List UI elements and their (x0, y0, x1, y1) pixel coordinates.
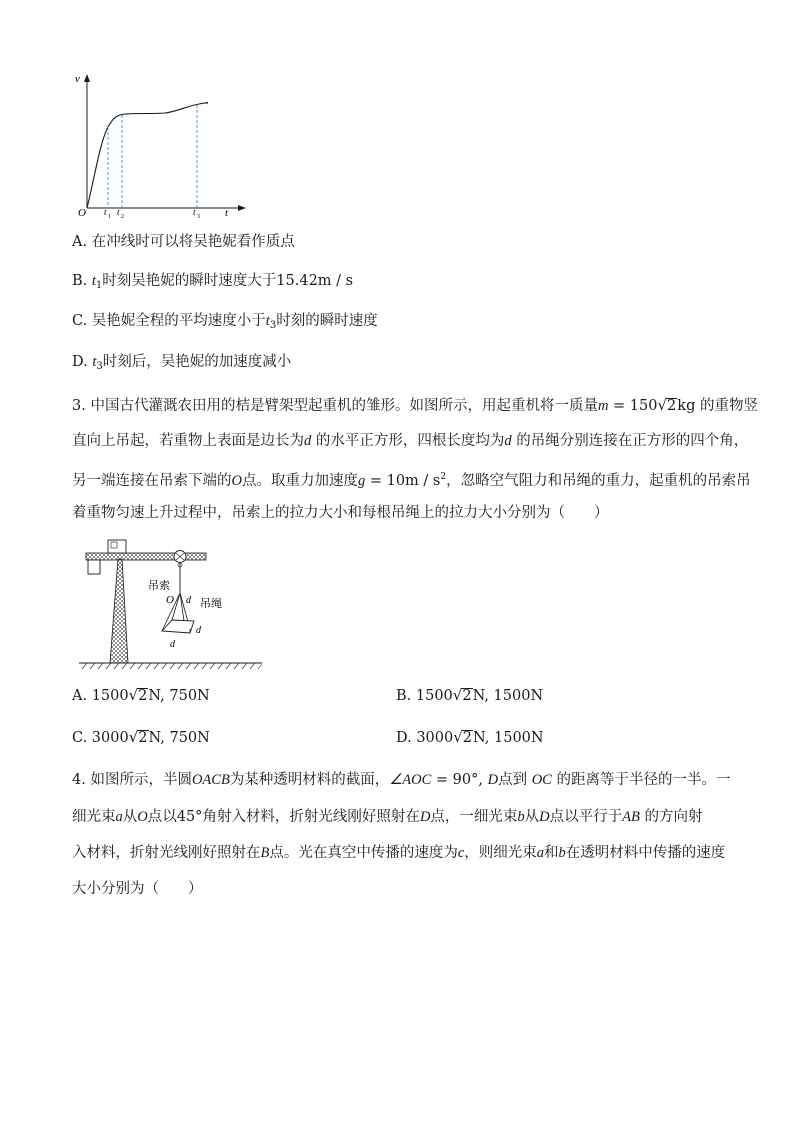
q3-l4: 着重物匀速上升过程中，吊索上的拉力大小和每根吊绳上的拉力大小分别为（ ） (72, 505, 609, 521)
sqrt-sign: √ (453, 728, 463, 746)
q4-l2-g: 的方向射 (639, 809, 703, 825)
q3-option-d-tail: N, 1500N (473, 730, 544, 746)
q4-l1-D: D (487, 772, 499, 788)
q3-option-d-root: 2 (462, 730, 473, 746)
q4-l2-D: D (419, 809, 431, 825)
sqrt-sign: √ (128, 686, 139, 704)
q2-option-a (72, 232, 295, 252)
q2-option-c (72, 311, 378, 336)
q3-l3-O: O (231, 473, 242, 489)
q3-l2-b: 的水平正方形，四根长度均为 (311, 433, 505, 449)
velocity-time-graph (70, 70, 250, 222)
q4-l1-eq: = 90°, (431, 772, 488, 788)
q3-l1-text: 3. 中国古代灌溉农田用的桔是臂架型起重机的雏形。如图所示，用起重机将一质量 (72, 398, 598, 414)
q2-option-d-sub: 3 (96, 361, 103, 372)
q3-l3-g: g (357, 473, 366, 489)
q3-l3-val: = 10m / s (365, 473, 441, 489)
q2-option-c-suffix: 时刻的瞬时速度 (276, 313, 378, 329)
q2-option-b-prefix: B. (72, 273, 92, 289)
q4-l2-c: 点以45°角射入材料，折射光线刚好照射在 (147, 809, 420, 825)
rope-label: 吊绳 (200, 598, 222, 610)
point-o-label: O (166, 594, 174, 606)
q2-option-d (72, 352, 291, 377)
q3-option-c (72, 727, 210, 748)
q3-mass-symbol: m (597, 398, 609, 414)
q3-option-a-num: 1500 (91, 688, 129, 704)
tick-t1-sub: 1 (108, 214, 111, 220)
q3-stem-line-1 (72, 395, 758, 416)
q3-option-d-num: 3000 (416, 730, 454, 746)
q3-l1-tail: 的重物竖 (695, 398, 758, 414)
q4-l1-c: 点到 (498, 772, 532, 788)
tick-t3-sub: 3 (197, 214, 200, 220)
q4-l2-O: O (137, 809, 148, 825)
q4-l3-a: 入材料，折射光线刚好照射在 (72, 845, 261, 861)
q3-option-c-label: C. (72, 730, 92, 746)
q3-option-d (396, 727, 544, 748)
cable-label: 吊索 (148, 580, 170, 592)
q3-l2-d2: d (504, 433, 512, 449)
tick-t3: t (193, 207, 196, 217)
q4-l3-d: ，则细光束 (464, 845, 537, 861)
q4-l1-d: 的距离等于半径的一半。一 (551, 772, 731, 788)
q3-mass-unit: kg (677, 398, 696, 414)
q3-l2-c: 的吊绳分别连接在正方形的四个角， (511, 433, 749, 449)
q3-l3-sup: 2 (440, 472, 447, 482)
q3-option-c-num: 3000 (91, 730, 129, 746)
q3-stem-line-4 (72, 503, 609, 523)
q4-l3-f: 在透明材料中传播的速度 (565, 845, 726, 861)
side-d-label-2: d (196, 625, 201, 636)
q3-option-c-root: 2 (138, 730, 148, 746)
sqrt-sign: √ (452, 686, 463, 704)
q3-stem-line-2 (72, 431, 748, 451)
q4-l2-a: 细光束 (72, 809, 116, 825)
q4-l1-angle: ∠AOC (389, 772, 432, 788)
q4-l1-a: 4. 如图所示，半圆 (72, 772, 192, 788)
q3-option-b-label: B. (396, 688, 416, 704)
crane-figure (74, 533, 264, 671)
q3-option-c-tail: N, 750N (148, 730, 210, 746)
q4-l3-B: B (260, 845, 270, 861)
q4-l3-alpha: a (536, 845, 545, 861)
q4-stem-line-3 (72, 843, 725, 863)
q4-l2-e: 从 (524, 809, 540, 825)
q3-option-b-root: 2 (462, 688, 472, 704)
q3-mass-eq: = 150 (608, 398, 658, 414)
q3-l3-b: 点。取重力加速度 (241, 473, 358, 489)
q3-option-b-tail: N, 1500N (472, 688, 544, 704)
q2-option-b (72, 271, 353, 296)
q3-option-b (396, 685, 543, 706)
q4-stem-line-4 (72, 879, 203, 899)
q2-option-d-prefix: D. (72, 354, 93, 370)
t-axis-label: t (225, 207, 229, 219)
q3-option-b-num: 1500 (415, 688, 453, 704)
q2-option-b-text: 时刻吴艳妮的瞬时速度大于 (102, 273, 277, 289)
q4-l2-alpha: a (115, 809, 123, 825)
q4-l2-AB: AB (622, 809, 640, 825)
q4-l3-c: c (457, 845, 465, 861)
q2-option-c-sub: 3 (269, 320, 277, 331)
q2-option-b-value: 15.42m / s (276, 273, 354, 289)
q3-option-a (72, 685, 210, 706)
q4-stem-line-1 (72, 770, 730, 790)
q3-l3-c: ，忽略空气阻力和吊绳的重力，起重机的吊索吊 (446, 473, 751, 489)
q4-l3-b: 点。光在真空中传播的速度为 (269, 845, 458, 861)
side-d-label-1: d (186, 595, 191, 606)
q4-l2-f: 点以平行于 (549, 809, 623, 825)
q2-option-d-t: t (92, 354, 97, 370)
q3-option-a-label: A. (72, 688, 92, 704)
q4-l2-beta: b (517, 809, 525, 825)
q4-l3-beta: b (558, 845, 566, 861)
q3-l3-a: 另一端连接在吊索下端的 (72, 473, 232, 489)
q3-l2-a: 直向上吊起，若重物上表面是边长为 (72, 433, 304, 449)
v-axis-label: v (75, 73, 80, 85)
q4-l2-d: 点，一细光束 (430, 809, 518, 825)
origin-label: O (78, 207, 86, 219)
sqrt-sign: √ (128, 728, 139, 746)
q4-l1-b: 为某种透明材料的截面， (229, 772, 390, 788)
q2-option-c-t: t (265, 313, 270, 329)
q4-l2-b: 从 (122, 809, 138, 825)
q4-l4: 大小分别为（ ） (72, 881, 203, 897)
q4-l1-OC: OC (531, 772, 552, 788)
q2-option-b-sub: 1 (95, 280, 103, 291)
q2-option-b-t: t (91, 273, 96, 289)
q3-option-a-tail: N, 750N (148, 688, 210, 704)
q3-option-a-root: 2 (138, 688, 148, 704)
tick-t2: t (117, 207, 120, 217)
q4-l3-e: 和 (544, 845, 559, 861)
q3-stem-line-3 (72, 467, 751, 491)
sqrt-sign: √ (657, 396, 668, 414)
tick-t1: t (104, 207, 107, 217)
side-d-label-3: d (170, 639, 175, 650)
q3-l2-d: d (304, 433, 312, 449)
q2-option-d-suffix: 时刻后，吴艳妮的加速度减小 (102, 354, 292, 370)
q3-mass-root: 2 (667, 398, 677, 414)
q4-stem-line-2 (72, 807, 702, 827)
q4-l1-oacb: OACB (191, 772, 230, 788)
tick-t2-sub: 2 (121, 214, 124, 220)
q2-option-a-text: A. 在冲线时可以将吴艳妮看作质点 (72, 234, 295, 250)
q4-l2-D2: D (539, 809, 550, 825)
q2-option-c-prefix: C. 吴艳妮全程的平均速度小于 (72, 313, 266, 329)
q3-option-d-label: D. (396, 730, 417, 746)
